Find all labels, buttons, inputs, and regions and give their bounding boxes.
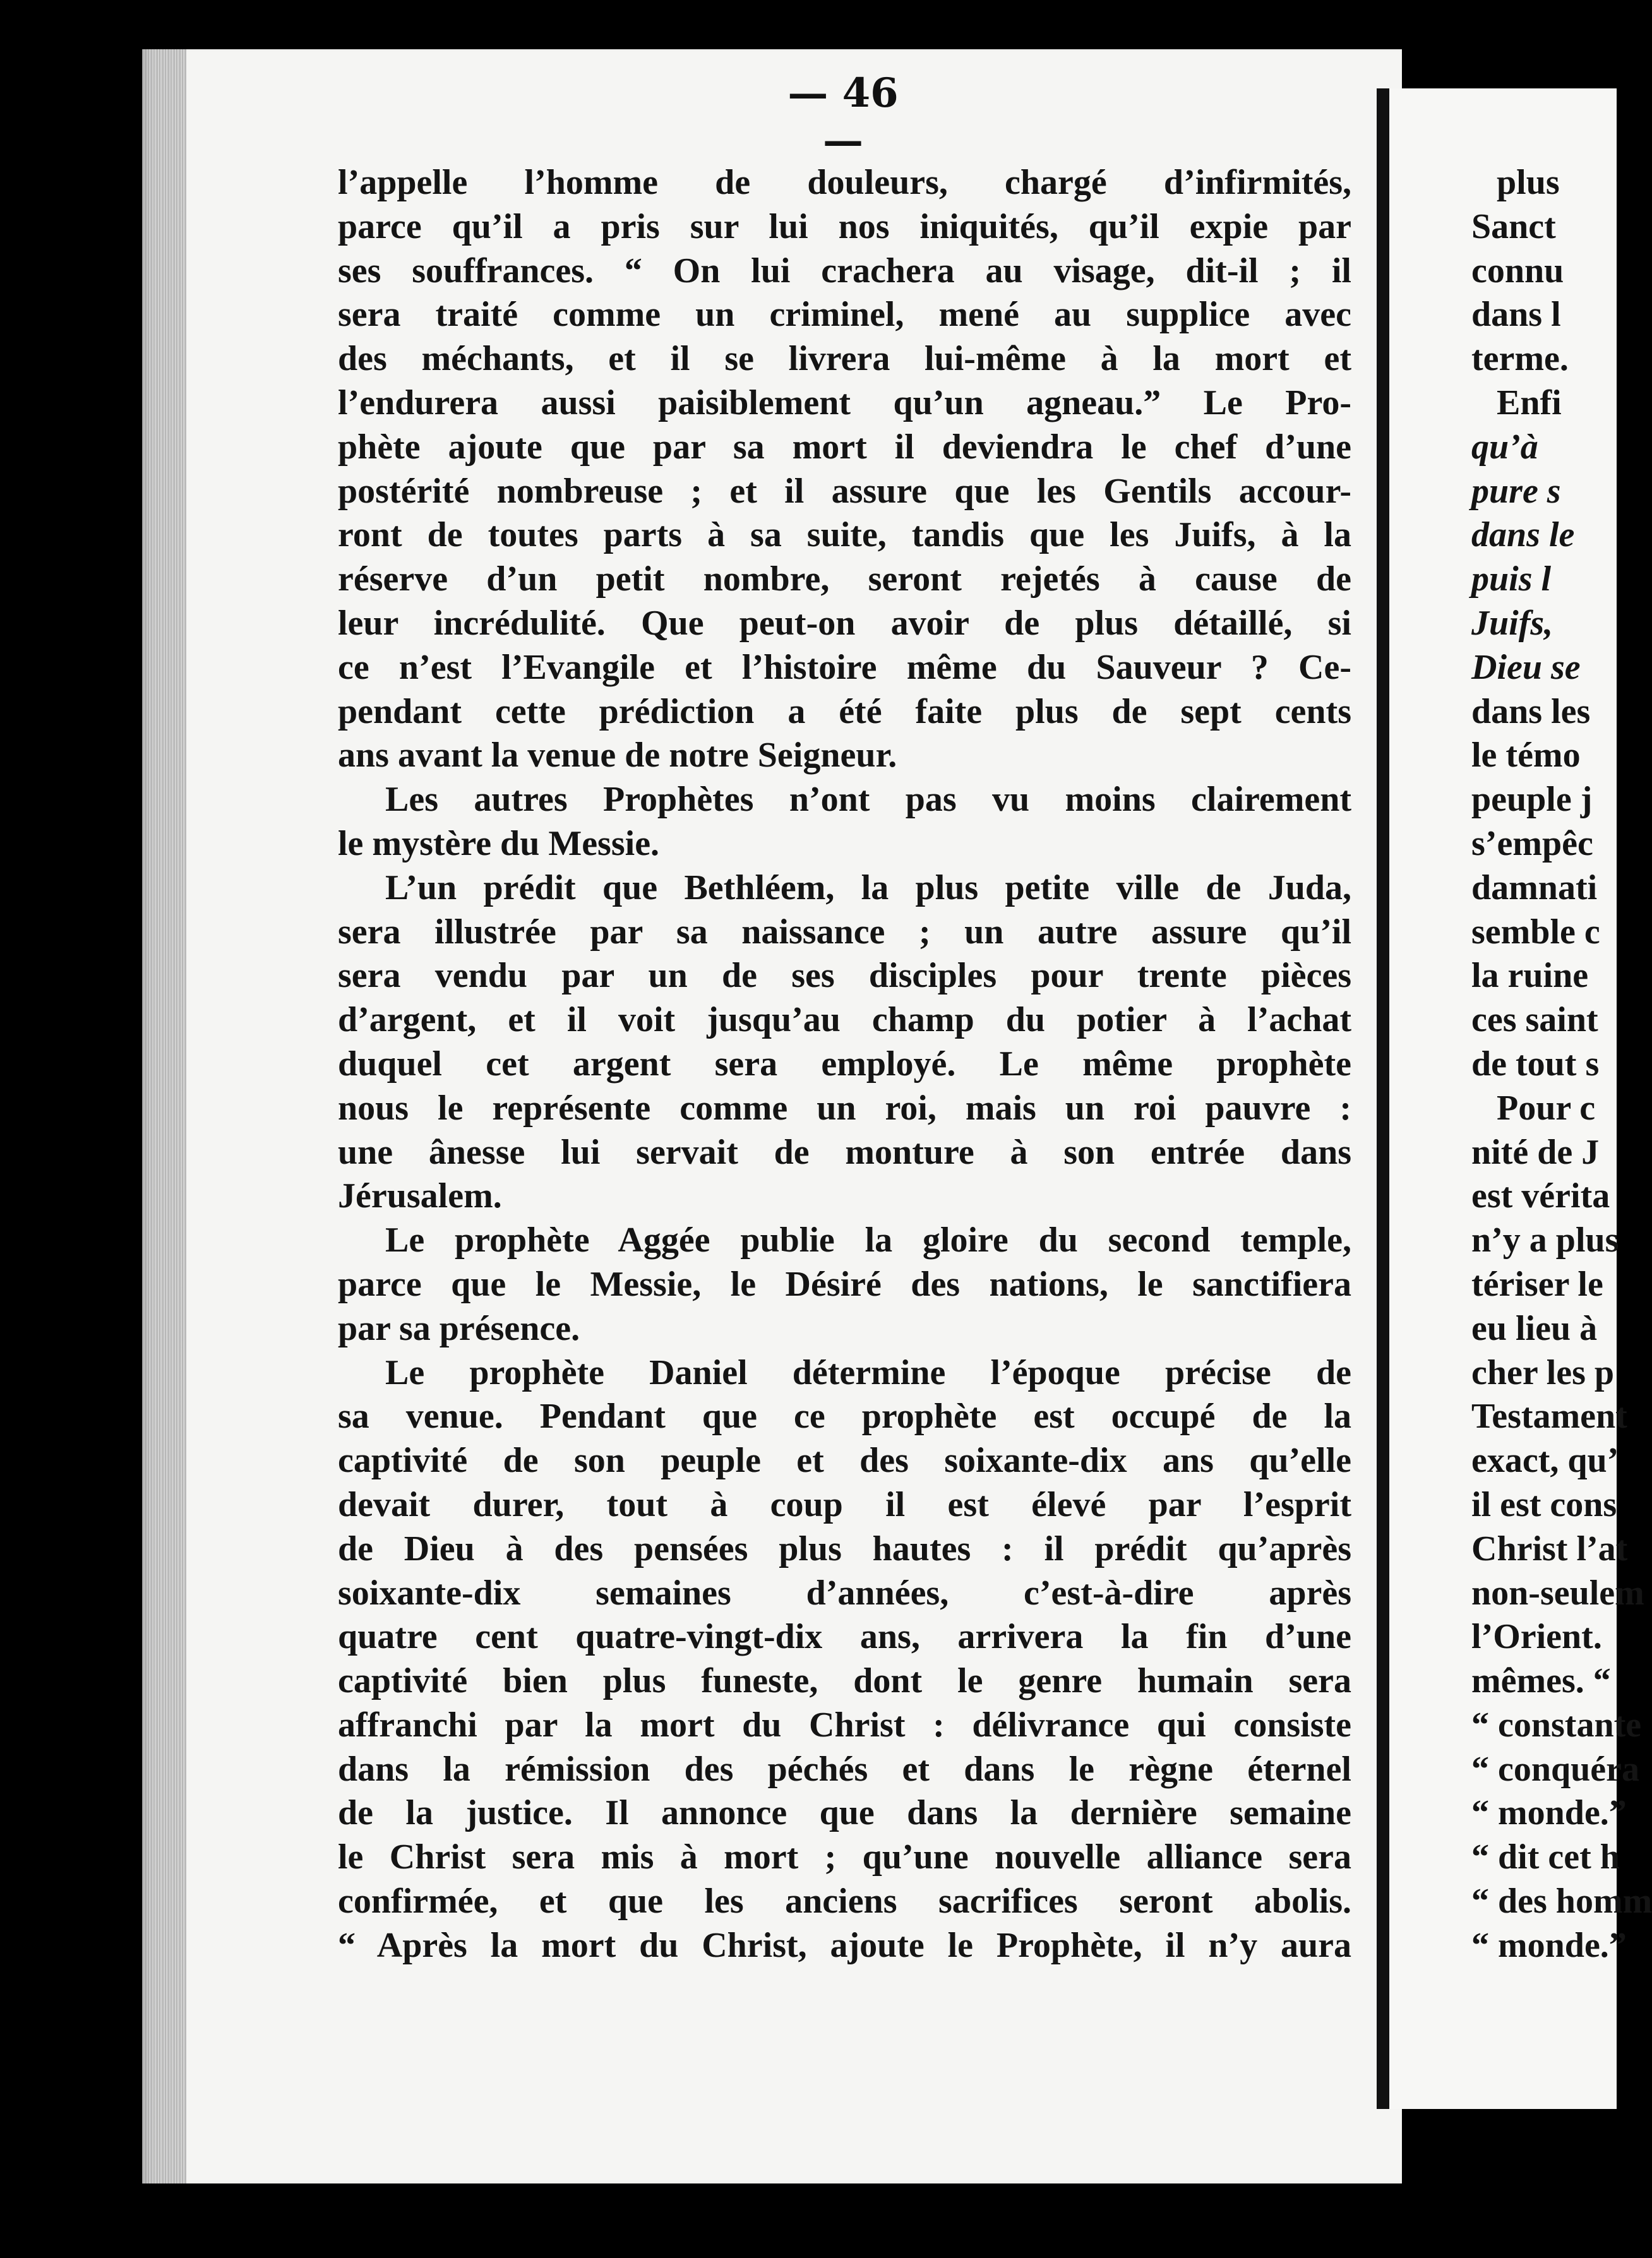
facing-page-line: Juifs, (1471, 603, 1553, 643)
text-line: de la justice. Il annonce que dans la dernière semaine (338, 1793, 1351, 1833)
text-line: ans avant la venue de notre Seigneur. (338, 736, 897, 775)
facing-page-line: est vérita (1471, 1176, 1610, 1216)
facing-page-line: Testament (1471, 1397, 1627, 1437)
text-line: le mystère du Messie. (338, 823, 660, 863)
facing-page-line: Sanct (1471, 206, 1556, 246)
binding-edge (142, 49, 186, 2183)
facing-page-line: exact, qu’ (1471, 1441, 1619, 1481)
text-line: Les autres Prophètes n’ont pas vu moins clairement (385, 780, 1351, 820)
facing-page-line: dans le (1471, 515, 1575, 555)
facing-page-line: il est cons (1471, 1484, 1617, 1524)
text-line: duquel cet argent sera employé. Le même prophète (338, 1044, 1351, 1084)
facing-page-line: “ dit cet h (1471, 1837, 1620, 1877)
facing-page-line: dans l (1471, 295, 1561, 335)
text-line: confirmée, et que les anciens sacrifices seront abolis. (338, 1882, 1351, 1921)
text-line: une ânesse lui servait de monture à son entrée dans (338, 1132, 1351, 1172)
text-line: sa venue. Pendant que ce prophète est occupé de la (338, 1397, 1351, 1437)
facing-page-line: connu (1471, 251, 1564, 290)
facing-page-line: Christ l’at (1471, 1529, 1628, 1568)
facing-page-line: ces saint (1471, 1000, 1598, 1040)
facing-page-line: nité de J (1471, 1132, 1600, 1172)
facing-page-line: eu lieu à (1471, 1308, 1598, 1348)
text-line: ront de toutes parts à sa suite, tandis que les Juifs, à la (338, 515, 1351, 555)
facing-page-line: “ monde.” (1471, 1793, 1627, 1833)
text-line: phète ajoute que par sa mort il deviendra le chef d’une (338, 427, 1351, 467)
text-line: devait durer, tout à coup il est élevé par l’esprit (338, 1484, 1351, 1524)
facing-page-line: peuple j (1471, 780, 1593, 820)
facing-page-line: “ conquéra (1471, 1749, 1639, 1789)
text-line: réserve d’un petit nombre, seront rejetés à cause de (338, 559, 1351, 599)
left-column-text (338, 161, 1351, 1968)
text-line: postérité nombreuse ; et il assure que les Gentils accour- (338, 471, 1351, 511)
text-line: l’appelle l’homme de douleurs, chargé d’infirmités, (338, 163, 1351, 202)
text-line: le Christ sera mis à mort ; qu’une nouvelle alliance sera (338, 1837, 1351, 1877)
text-line: ce n’est l’Evangile et l’histoire même du Sauveur ? Ce- (338, 647, 1351, 687)
text-line: L’un prédit que Bethléem, la plus petite ville de Juda, (385, 868, 1351, 907)
facing-page-line: plus (1497, 163, 1560, 202)
facing-page-line: s’empêc (1471, 823, 1593, 863)
text-line: l’endurera aussi paisiblement qu’un agneau.” Le Pro- (338, 383, 1351, 422)
text-line: Jérusalem. (338, 1176, 502, 1216)
facing-page-line: l’Orient. (1471, 1617, 1602, 1657)
facing-page-line: Dieu se (1471, 647, 1581, 687)
text-line: quatre cent quatre-vingt-dix ans, arrivera la fin d’une (338, 1617, 1351, 1657)
text-line: sera vendu par un de ses disciples pour trente pièces (338, 956, 1351, 996)
text-line: captivité bien plus funeste, dont le genre humain sera (338, 1661, 1351, 1701)
facing-page-line: dans les (1471, 691, 1591, 731)
page-number: — 46 — (787, 69, 899, 164)
facing-page-line: “ des homm (1471, 1882, 1652, 1921)
text-line: ses souffrances. “ On lui crachera au visage, dit-il ; il (338, 251, 1351, 290)
facing-page-line: n’y a plus (1471, 1221, 1619, 1260)
text-line: parce qu’il a pris sur lui nos iniquités, qu’il expie par (338, 206, 1351, 246)
text-line: d’argent, et il voit jusqu’au champ du potier à l’achat (338, 1000, 1351, 1040)
text-line: affranchi par la mort du Christ : délivrance qui consiste (338, 1705, 1351, 1745)
facing-page-line: non-seulem (1471, 1573, 1644, 1613)
text-line: nous le représente comme un roi, mais un roi pauvre : (338, 1088, 1351, 1128)
text-line: leur incrédulité. Que peut-on avoir de plus détaillé, si (338, 603, 1351, 643)
facing-page-line: “ constante (1471, 1705, 1642, 1745)
text-line: soixante-dix semaines d’années, c’est-à-dire après (338, 1573, 1351, 1613)
text-line: “ Après la mort du Christ, ajoute le Prophète, il n’y aura (338, 1925, 1351, 1965)
facing-page-line: Pour c (1497, 1088, 1596, 1128)
facing-page-line: le témo (1471, 736, 1581, 775)
facing-page-line: mêmes. “ (1471, 1661, 1611, 1701)
facing-page-line: la ruine (1471, 956, 1589, 996)
facing-page-line: qu’à (1471, 427, 1538, 467)
text-line: dans la rémission des péchés et dans le règne éternel (338, 1749, 1351, 1789)
text-line: pendant cette prédiction a été faite plus de sept cents (338, 691, 1351, 731)
right-column-text (1471, 161, 1652, 1968)
text-line: de Dieu à des pensées plus hautes : il prédit qu’après (338, 1529, 1351, 1568)
facing-page-line: cher les p (1471, 1353, 1615, 1392)
facing-page-line: puis l (1471, 559, 1552, 599)
facing-page-line: tériser le (1471, 1264, 1603, 1304)
text-line: des méchants, et il se livrera lui-même à la mort et (338, 339, 1351, 379)
text-line: sera traité comme un criminel, mené au supplice avec (338, 295, 1351, 335)
facing-page-line: terme. (1471, 339, 1569, 379)
facing-page-line: semble c (1471, 912, 1600, 952)
text-line: parce que le Messie, le Désiré des nations, le sanctifiera (338, 1264, 1351, 1304)
facing-page-line: Enfi (1497, 383, 1562, 422)
text-line: Le prophète Aggée publie la gloire du second temple, (385, 1221, 1351, 1260)
facing-page-line: pure s (1471, 471, 1561, 511)
facing-page-line: “ monde.” (1471, 1925, 1627, 1965)
text-line: par sa présence. (338, 1308, 580, 1348)
text-line: sera illustrée par sa naissance ; un autre assure qu’il (338, 912, 1351, 952)
facing-page-line: de tout s (1471, 1044, 1600, 1084)
text-line: captivité de son peuple et des soixante-dix ans qu’elle (338, 1441, 1351, 1481)
text-line: Le prophète Daniel détermine l’époque précise de (385, 1353, 1351, 1392)
facing-page-line: damnati (1471, 868, 1598, 907)
